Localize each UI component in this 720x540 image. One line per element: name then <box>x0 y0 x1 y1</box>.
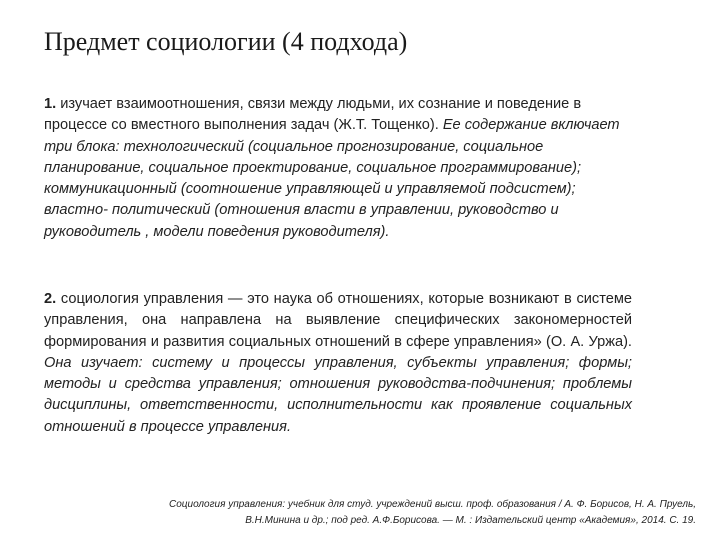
footnote-line: Социология управления: учебник для студ. учреждений высш. проф. образования / А. Ф. Борисов, Н. А. Пруель, <box>169 499 696 510</box>
item-number: 2. <box>44 291 57 307</box>
source-footnote <box>110 497 696 529</box>
paragraph-approach-1 <box>44 94 636 243</box>
footnote-line: В.Н.Минина и др.; под ред. А.Ф.Борисова. — М. : Издательский центр «Академия», 2014. С. 19. <box>245 515 696 526</box>
paragraph-italic-text: Она изучает: систему и процессы управления, субъекты управления; формы; методы и средства управления; отношения руководства-подчинения; проблемы дисциплины, ответственности, исполнительности как проявление социальных отношений в процессе управления. <box>44 354 632 435</box>
paragraph-approach-2 <box>44 289 632 438</box>
paragraph-text: изучает взаимоотношения, связи между людьми, их сознание и поведение в процессе со вместного выполнения задач (Ж.Т. Тощенко). <box>44 96 582 134</box>
item-number: 1. <box>44 96 57 112</box>
slide-title: Предмет социологии (4 подхода) <box>44 27 408 56</box>
paragraph-text: социология управления — это наука об отношениях, которые возникают в системе управления, она направлена на выявление специфических закономерностей формирования и развития социальных отношений в сфере управления» (О. А. Уржа). <box>44 291 632 350</box>
paragraph-italic-text: Ее содержание включает три блока: технологический (социальное прогнозирование, социальное планирование, социальное проектирование, социальное программирование); коммуникационный (соотношение управляющей и управляемой подсистем); властно- политический (отношения власти в управлении, руководство и руководитель , модели поведения руководителя). <box>44 117 620 240</box>
